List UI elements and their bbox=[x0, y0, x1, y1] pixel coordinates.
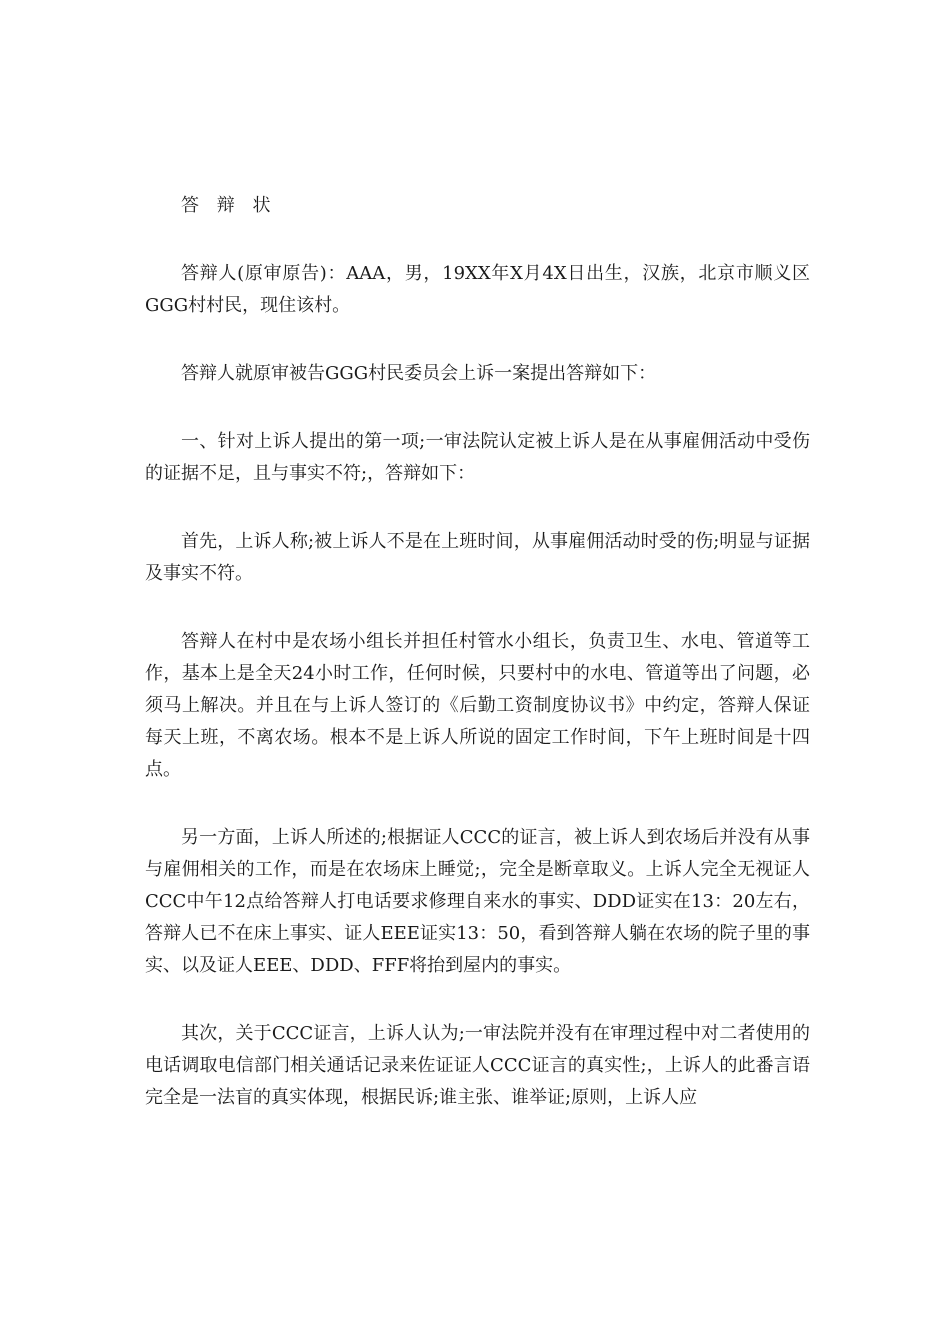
document-body bbox=[145, 190, 810, 1114]
paragraph-secondly: 其次，关于CCC证言，上诉人认为;一审法院并没有在审理过程中对二者使用的电话调取电信部门相关通话记录来佐证证人CCC证言的真实性;，上诉人的此番言语完全是一法盲的真实体现，根据民诉;谁主张、谁举证;原则，上诉人应 bbox=[145, 1023, 810, 1108]
document-title: 答 辩 状 bbox=[181, 195, 277, 216]
paragraph-intro: 答辩人就原审被告GGG村民委员会上诉一案提出答辩如下： bbox=[181, 363, 657, 384]
paragraph-respondent-info: 答辩人(原审原告)：AAA，男，19XX年X月4X日出生，汉族，北京市顺义区GGG村村民，现住该村。 bbox=[145, 263, 810, 316]
paragraph-point-one: 一、针对上诉人提出的第一项;一审法院认定被上诉人是在从事雇佣活动中受伤的证据不足，且与事实不符;，答辩如下： bbox=[145, 431, 810, 484]
paragraph-other-aspect: 另一方面，上诉人所述的;根据证人CCC的证言，被上诉人到农场后并没有从事与雇佣相关的工作，而是在农场床上睡觉;，完全是断章取义。上诉人完全无视证人CCC中午12点给答辩人打电话要求修理自来水的事实、DDD证实在13：20左右，答辩人已不在床上事实、证人EEE证实13：50，看到答辩人躺在农场的院子里的事实、以及证人EEE、DDD、FFF将抬到屋内的事实。 bbox=[145, 827, 810, 976]
paragraph-duties: 答辩人在村中是农场小组长并担任村管水小组长，负责卫生、水电、管道等工作，基本上是全天24小时工作，任何时候，只要村中的水电、管道等出了问题，必须马上解决。并且在与上诉人签订的《后勤工资制度协议书》中约定，答辩人保证每天上班，不离农场。根本不是上诉人所说的固定工作时间，下午上班时间是十四点。 bbox=[145, 631, 810, 780]
paragraph-firstly: 首先，上诉人称;被上诉人不是在上班时间，从事雇佣活动时受的伤;明显与证据及事实不符。 bbox=[145, 531, 810, 584]
